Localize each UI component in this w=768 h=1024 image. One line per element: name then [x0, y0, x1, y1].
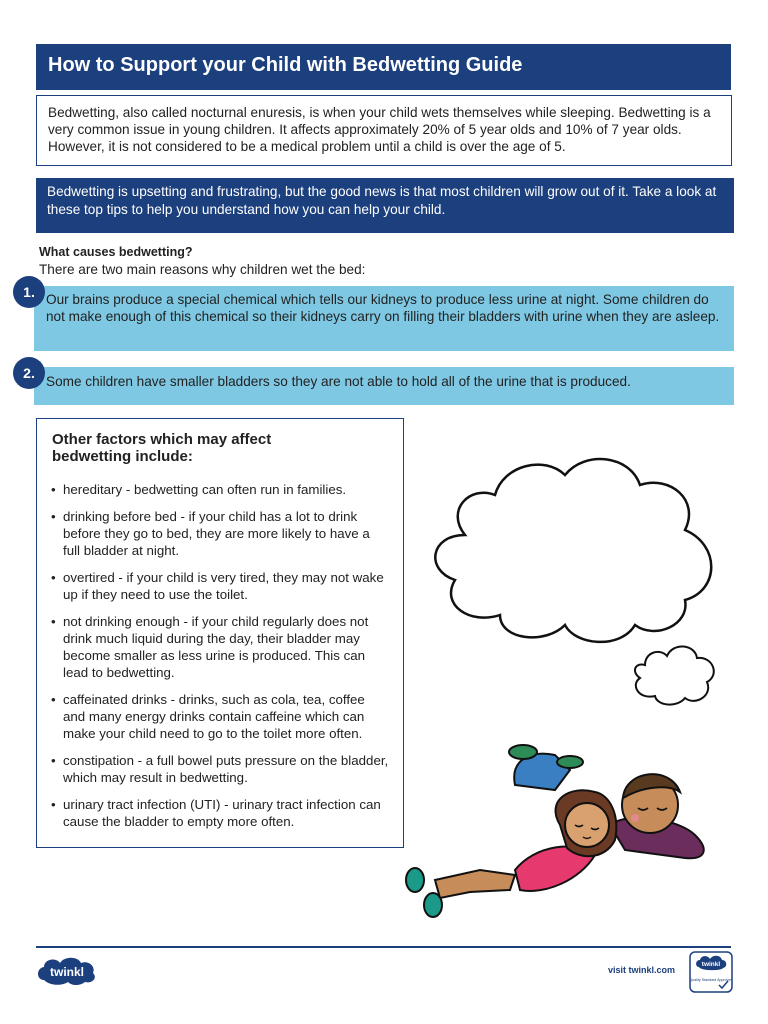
bullet-icon: • — [51, 692, 56, 707]
list-item-text: hereditary - bedwetting can often run in families. — [63, 482, 347, 497]
list-item — [51, 796, 389, 830]
tips-banner: Bedwetting is upsetting and frustrating, but the good news is that most children will grow out of it. Take a look at these top tips to help you understand how you can help your child. — [36, 178, 734, 233]
causes-heading: What causes bedwetting? — [39, 245, 193, 259]
thought-cloud-small — [635, 646, 714, 704]
list-item-text: urinary tract infection (UTI) - urinary tract infection can cause the bladder to empty more often. — [63, 797, 381, 829]
list-item-text: overtired - if your child is very tired, they may not wake up if they need to use the toilet. — [63, 570, 384, 602]
list-item-text: not drinking enough - if your child regularly does not drink much liquid during the day, their bladder may become smaller as less urine is produced. This can lead to bedwetting. — [63, 614, 369, 680]
list-item — [51, 752, 389, 786]
list-item — [51, 569, 389, 603]
bullet-icon: • — [51, 482, 56, 497]
other-factors-title: Other factors which may affect bedwetting include: — [52, 431, 272, 465]
other-factors-list — [51, 481, 389, 830]
badge-caption-text: Quality Standard Approved — [689, 978, 733, 982]
logo-text: twinkl — [49, 965, 85, 979]
bullet-icon: • — [51, 509, 56, 524]
bullet-icon: • — [51, 570, 56, 585]
list-item-text: caffeinated drinks - drinks, such as cola, tea, coffee and many energy drinks contain caffeine which can make your child need to go to the toilet more often. — [63, 692, 365, 741]
quality-standard-badge — [689, 951, 733, 993]
bullet-icon: • — [51, 797, 56, 812]
list-item — [51, 613, 389, 681]
sleeping-children-illustration — [395, 440, 735, 940]
bullet-icon: • — [51, 753, 56, 768]
visit-twinkl-link[interactable]: visit twinkl.com — [608, 965, 676, 975]
list-item-text: drinking before bed - if your child has a lot to drink before they go to bed, they are more likely to have a full bladder at night. — [63, 509, 370, 558]
page-title: How to Support your Child with Bedwetting Guide — [36, 44, 731, 90]
list-item-text: constipation - a full bowel puts pressure on the bladder, which may result in bedwetting. — [63, 753, 389, 785]
list-item — [51, 481, 389, 498]
girl-figure — [406, 790, 616, 917]
twinkl-logo[interactable] — [36, 954, 98, 986]
list-item — [51, 508, 389, 559]
footer-divider — [36, 946, 731, 948]
other-factors-box — [36, 418, 404, 848]
list-item — [51, 691, 389, 742]
causes-intro: There are two main reasons why children wet the bed: — [39, 262, 366, 277]
intro-paragraph: Bedwetting, also called nocturnal enuresis, is when your child wets themselves while sleeping. Bedwetting is a very common issue in young children. It affects approximately 20% of 5 year olds and 10% of 7 year olds. However, it is not considered to be a medical problem until a child is over the age of 5. — [36, 95, 732, 166]
number-badge-2: 2. — [13, 357, 45, 389]
bullet-icon: • — [51, 614, 56, 629]
number-badge-1: 1. — [13, 276, 45, 308]
reason-1-box: Our brains produce a special chemical which tells our kidneys to produce less urine at night. Some children do not make enough of this chemical so their kidneys carry on filling their bladders with urine when they are asleep. — [34, 286, 734, 351]
badge-brand-text: twinkl — [701, 961, 721, 968]
thought-cloud-large — [435, 459, 711, 642]
reason-2-box: Some children have smaller bladders so they are not able to hold all of the urine that is produced. — [34, 367, 734, 405]
